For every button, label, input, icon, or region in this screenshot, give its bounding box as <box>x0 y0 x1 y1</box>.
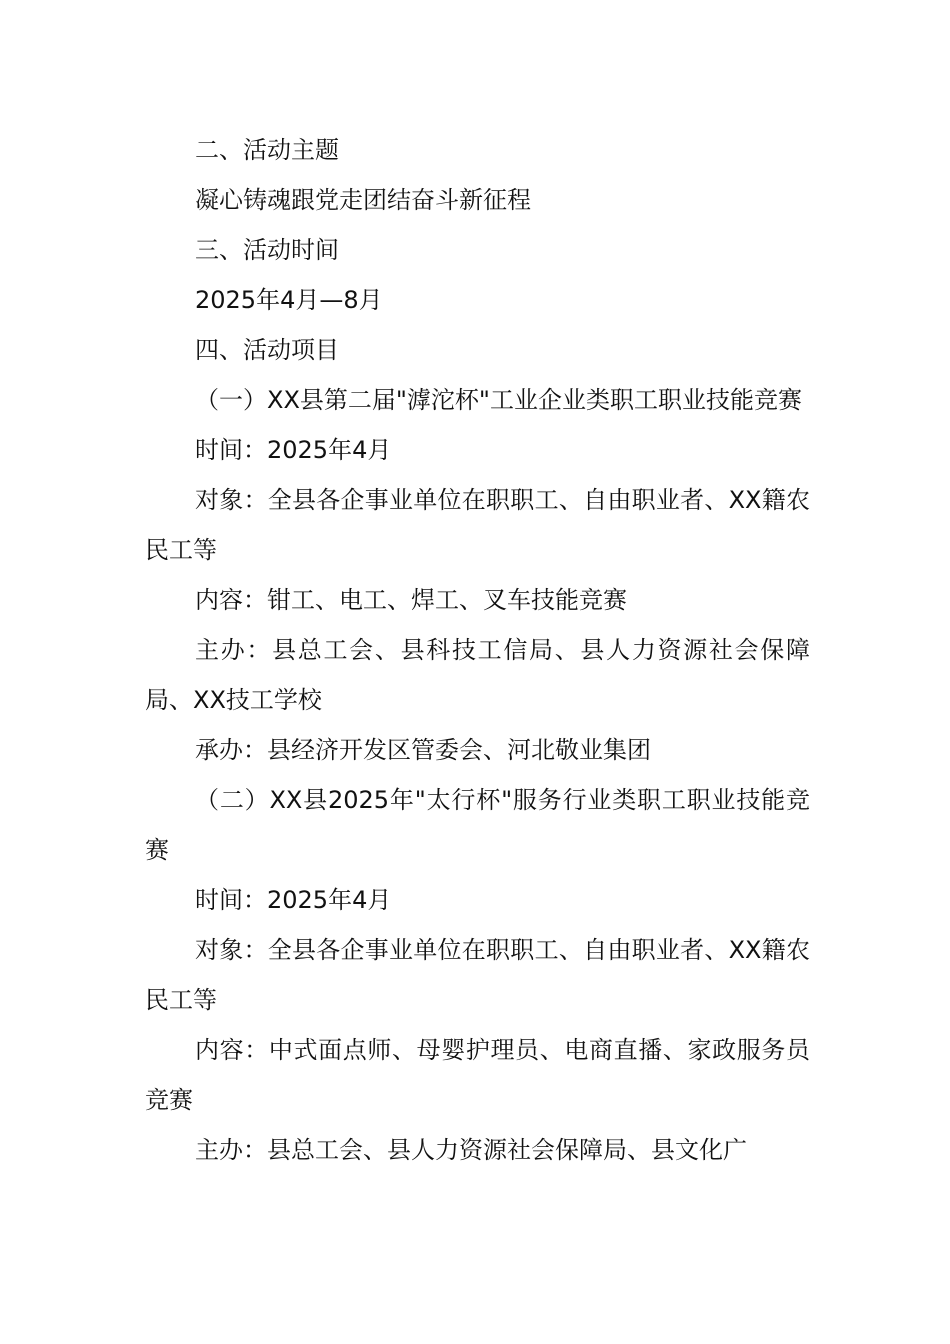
project-2-target: 对象：全县各企事业单位在职职工、自由职业者、XX籍农民工等 <box>145 936 810 1014</box>
project-1-organizer: 主办：县总工会、县科技工信局、县人力资源社会保障局、XX技工学校 <box>145 636 810 714</box>
project-2-title: （二）XX县2025年"太行杯"服务行业类职工职业技能竞赛 <box>145 786 810 864</box>
project-2-content: 内容：中式面点师、母婴护理员、电商直播、家政服务员竞赛 <box>145 1036 810 1114</box>
project-1-title: （一）XX县第二届"滹沱杯"工业企业类职工职业技能竞赛 <box>195 386 802 414</box>
project-1-host: 承办：县经济开发区管委会、河北敬业集团 <box>195 736 651 764</box>
section-heading-time: 三、活动时间 <box>195 236 339 264</box>
project-1-time: 时间：2025年4月 <box>195 436 392 464</box>
project-2-organizer: 主办：县总工会、县人力资源社会保障局、县文化广 <box>195 1136 747 1164</box>
time-text: 2025年4月—8月 <box>195 286 383 314</box>
project-1-target: 对象：全县各企事业单位在职职工、自由职业者、XX籍农民工等 <box>145 486 810 564</box>
project-1-content: 内容：钳工、电工、焊工、叉车技能竞赛 <box>195 586 627 614</box>
project-2-time: 时间：2025年4月 <box>195 886 392 914</box>
section-heading-projects: 四、活动项目 <box>195 336 339 364</box>
document-body <box>145 125 810 1175</box>
theme-text: 凝心铸魂跟党走团结奋斗新征程 <box>195 186 531 214</box>
section-heading-theme: 二、活动主题 <box>195 136 339 164</box>
